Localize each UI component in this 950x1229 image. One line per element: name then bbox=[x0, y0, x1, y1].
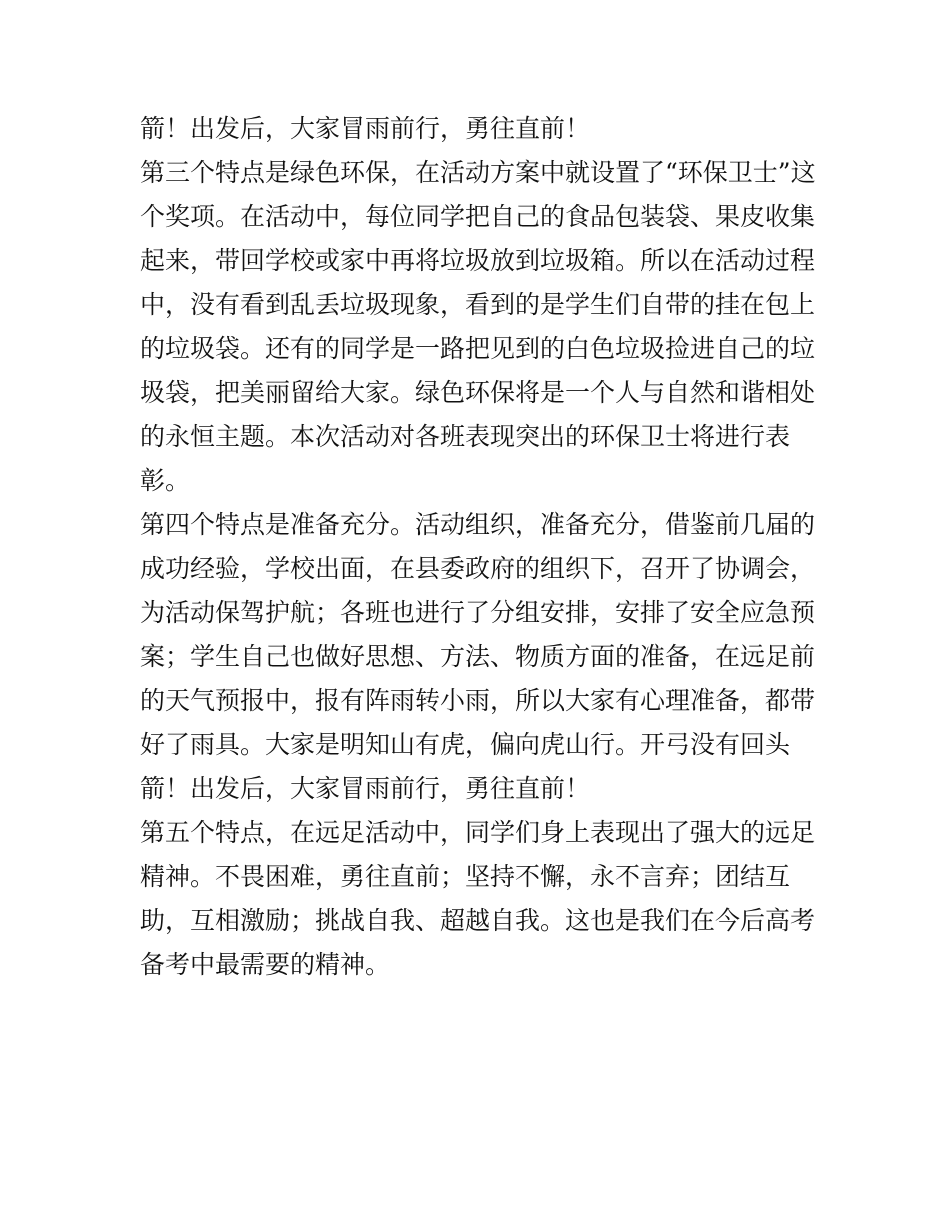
text-line: 成功经验，学校出面，在县委政府的组织下，召开了协调会， bbox=[140, 554, 816, 583]
document-body bbox=[140, 107, 820, 987]
text-line: 第三个特点是绿色环保，在活动方案中就设置了“环保卫士”这 bbox=[140, 158, 816, 187]
text-line: 第四个特点是准备充分。活动组织，准备充分，借鉴前几届的 bbox=[140, 510, 816, 539]
text-line: 精神。不畏困难，勇往直前；坚持不懈，永不言弃；团结互 bbox=[140, 862, 791, 891]
text-line: 箭！出发后，大家冒雨前行，勇往直前！ bbox=[140, 114, 591, 143]
text-line: 彰。 bbox=[140, 466, 191, 495]
text-line: 助，互相激励；挑战自我、超越自我。这也是我们在今后高考 bbox=[140, 906, 816, 935]
text-line: 的永恒主题。本次活动对各班表现突出的环保卫士将进行表 bbox=[140, 422, 791, 451]
text-line: 第五个特点，在远足活动中，同学们身上表现出了强大的远足 bbox=[140, 818, 816, 847]
text-line: 好了雨具。大家是明知山有虎，偏向虎山行。开弓没有回头 bbox=[140, 730, 791, 759]
text-line: 起来，带回学校或家中再将垃圾放到垃圾箱。所以在活动过程 bbox=[140, 246, 816, 275]
text-line: 备考中最需要的精神。 bbox=[140, 950, 391, 979]
text-line: 案；学生自己也做好思想、方法、物质方面的准备，在远足前 bbox=[140, 642, 816, 671]
text-line: 个奖项。在活动中，每位同学把自己的食品包装袋、果皮收集 bbox=[140, 202, 816, 231]
text-line: 中，没有看到乱丢垃圾现象，看到的是学生们自带的挂在包上 bbox=[140, 290, 816, 319]
text-line: 为活动保驾护航；各班也进行了分组安排，安排了安全应急预 bbox=[140, 598, 816, 627]
text-line: 的垃圾袋。还有的同学是一路把见到的白色垃圾捡进自己的垃 bbox=[140, 334, 816, 363]
text-line: 圾袋，把美丽留给大家。绿色环保将是一个人与自然和谐相处 bbox=[140, 378, 816, 407]
text-line: 箭！出发后，大家冒雨前行，勇往直前！ bbox=[140, 774, 591, 803]
text-line: 的天气预报中，报有阵雨转小雨，所以大家有心理准备，都带 bbox=[140, 686, 816, 715]
